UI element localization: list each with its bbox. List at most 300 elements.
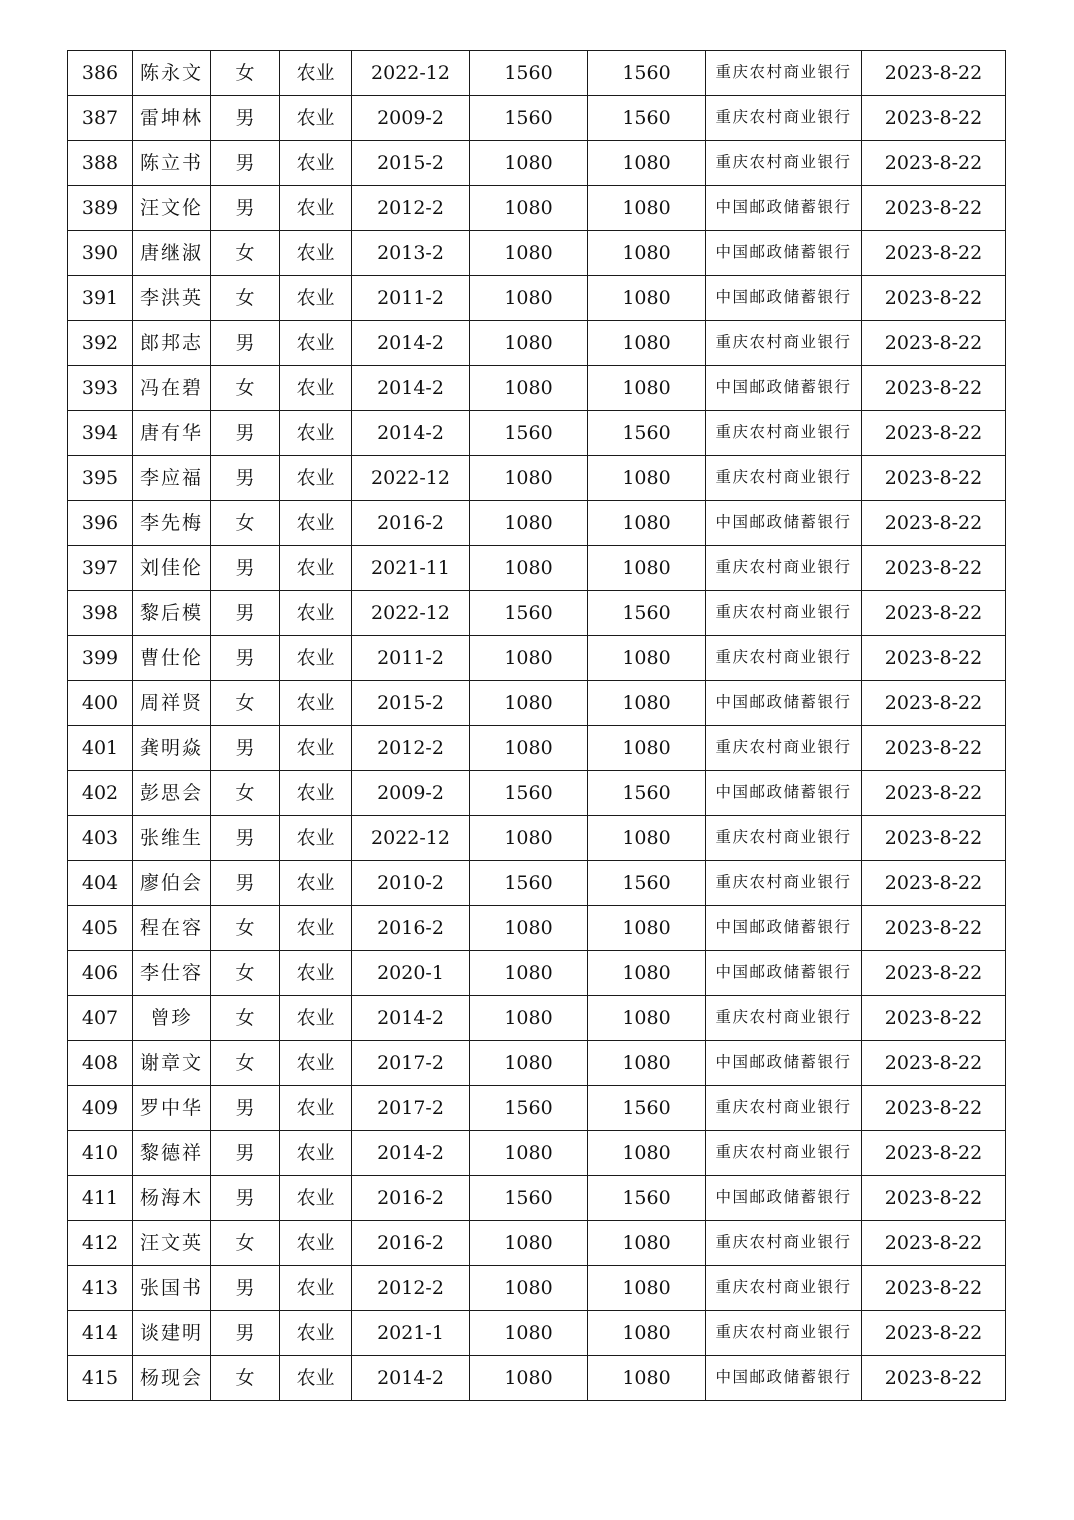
cell-amount-standard: 1080 — [470, 366, 588, 411]
cell-gender: 女 — [211, 681, 280, 726]
cell-bank-name: 重庆农村商业银行 — [706, 636, 862, 681]
cell-payment-date: 2023-8-22 — [862, 186, 1006, 231]
table-row — [68, 1311, 1006, 1356]
cell-occupation: 农业 — [280, 456, 352, 501]
cell-payment-date: 2023-8-22 — [862, 861, 1006, 906]
table-row — [68, 366, 1006, 411]
cell-amount-paid: 1080 — [588, 681, 706, 726]
cell-bank-name: 重庆农村商业银行 — [706, 1086, 862, 1131]
cell-payment-date: 2023-8-22 — [862, 681, 1006, 726]
cell-person-name: 程在容 — [133, 906, 211, 951]
cell-gender: 男 — [211, 591, 280, 636]
cell-bank-name: 重庆农村商业银行 — [706, 1131, 862, 1176]
cell-person-name: 张维生 — [133, 816, 211, 861]
cell-person-name: 雷坤林 — [133, 96, 211, 141]
cell-person-name: 曹仕伦 — [133, 636, 211, 681]
cell-person-name: 汪文伦 — [133, 186, 211, 231]
table-row — [68, 456, 1006, 501]
cell-amount-standard: 1080 — [470, 1311, 588, 1356]
cell-row-number: 399 — [68, 636, 133, 681]
cell-row-number: 407 — [68, 996, 133, 1041]
cell-amount-standard: 1560 — [470, 51, 588, 96]
cell-person-name: 汪文英 — [133, 1221, 211, 1266]
cell-row-number: 404 — [68, 861, 133, 906]
cell-gender: 女 — [211, 996, 280, 1041]
cell-start-date: 2014-2 — [352, 996, 470, 1041]
cell-payment-date: 2023-8-22 — [862, 1356, 1006, 1401]
cell-amount-paid: 1560 — [588, 96, 706, 141]
cell-start-date: 2013-2 — [352, 231, 470, 276]
cell-bank-name: 重庆农村商业银行 — [706, 816, 862, 861]
table-row — [68, 1131, 1006, 1176]
table-row — [68, 141, 1006, 186]
cell-payment-date: 2023-8-22 — [862, 501, 1006, 546]
cell-amount-paid: 1080 — [588, 1311, 706, 1356]
cell-amount-paid: 1080 — [588, 951, 706, 996]
cell-bank-name: 重庆农村商业银行 — [706, 1311, 862, 1356]
cell-row-number: 400 — [68, 681, 133, 726]
cell-amount-paid: 1080 — [588, 816, 706, 861]
cell-person-name: 黎后模 — [133, 591, 211, 636]
cell-amount-standard: 1560 — [470, 411, 588, 456]
cell-amount-standard: 1080 — [470, 996, 588, 1041]
cell-person-name: 李应福 — [133, 456, 211, 501]
cell-person-name: 谈建明 — [133, 1311, 211, 1356]
cell-occupation: 农业 — [280, 141, 352, 186]
cell-row-number: 394 — [68, 411, 133, 456]
cell-payment-date: 2023-8-22 — [862, 1221, 1006, 1266]
cell-amount-standard: 1080 — [470, 186, 588, 231]
cell-amount-standard: 1080 — [470, 546, 588, 591]
cell-gender: 男 — [211, 726, 280, 771]
cell-bank-name: 中国邮政储蓄银行 — [706, 231, 862, 276]
cell-amount-standard: 1080 — [470, 1041, 588, 1086]
cell-amount-paid: 1080 — [588, 1131, 706, 1176]
cell-bank-name: 重庆农村商业银行 — [706, 1221, 862, 1266]
cell-payment-date: 2023-8-22 — [862, 771, 1006, 816]
cell-amount-standard: 1080 — [470, 1266, 588, 1311]
cell-gender: 男 — [211, 636, 280, 681]
cell-amount-standard: 1080 — [470, 276, 588, 321]
cell-bank-name: 重庆农村商业银行 — [706, 456, 862, 501]
cell-payment-date: 2023-8-22 — [862, 951, 1006, 996]
table-row — [68, 186, 1006, 231]
cell-person-name: 陈永文 — [133, 51, 211, 96]
cell-row-number: 413 — [68, 1266, 133, 1311]
cell-start-date: 2009-2 — [352, 96, 470, 141]
cell-occupation: 农业 — [280, 996, 352, 1041]
cell-row-number: 390 — [68, 231, 133, 276]
cell-row-number: 391 — [68, 276, 133, 321]
cell-occupation: 农业 — [280, 1356, 352, 1401]
cell-row-number: 387 — [68, 96, 133, 141]
cell-payment-date: 2023-8-22 — [862, 996, 1006, 1041]
cell-payment-date: 2023-8-22 — [862, 51, 1006, 96]
cell-person-name: 曾珍 — [133, 996, 211, 1041]
cell-row-number: 398 — [68, 591, 133, 636]
cell-row-number: 401 — [68, 726, 133, 771]
cell-occupation: 农业 — [280, 546, 352, 591]
table-row — [68, 51, 1006, 96]
cell-row-number: 386 — [68, 51, 133, 96]
cell-payment-date: 2023-8-22 — [862, 816, 1006, 861]
table-row — [68, 906, 1006, 951]
cell-row-number: 415 — [68, 1356, 133, 1401]
cell-amount-standard: 1080 — [470, 726, 588, 771]
cell-gender: 男 — [211, 1176, 280, 1221]
cell-bank-name: 重庆农村商业银行 — [706, 96, 862, 141]
cell-person-name: 李仕容 — [133, 951, 211, 996]
cell-amount-paid: 1080 — [588, 1266, 706, 1311]
table-row — [68, 816, 1006, 861]
table-row — [68, 1221, 1006, 1266]
cell-gender: 女 — [211, 366, 280, 411]
cell-person-name: 张国书 — [133, 1266, 211, 1311]
cell-start-date: 2016-2 — [352, 501, 470, 546]
cell-row-number: 396 — [68, 501, 133, 546]
cell-amount-standard: 1080 — [470, 1221, 588, 1266]
cell-amount-paid: 1080 — [588, 231, 706, 276]
cell-bank-name: 中国邮政储蓄银行 — [706, 771, 862, 816]
cell-occupation: 农业 — [280, 861, 352, 906]
cell-amount-paid: 1080 — [588, 1221, 706, 1266]
cell-start-date: 2014-2 — [352, 1131, 470, 1176]
cell-amount-paid: 1560 — [588, 591, 706, 636]
cell-gender: 男 — [211, 321, 280, 366]
cell-row-number: 393 — [68, 366, 133, 411]
table-row — [68, 726, 1006, 771]
cell-amount-paid: 1560 — [588, 51, 706, 96]
table-row — [68, 996, 1006, 1041]
cell-payment-date: 2023-8-22 — [862, 1086, 1006, 1131]
cell-occupation: 农业 — [280, 951, 352, 996]
subsidy-table — [67, 50, 1006, 1401]
table-row — [68, 861, 1006, 906]
cell-bank-name: 中国邮政储蓄银行 — [706, 681, 862, 726]
cell-occupation: 农业 — [280, 51, 352, 96]
cell-amount-paid: 1080 — [588, 276, 706, 321]
cell-amount-standard: 1080 — [470, 681, 588, 726]
cell-gender: 女 — [211, 501, 280, 546]
cell-person-name: 郎邦志 — [133, 321, 211, 366]
cell-amount-paid: 1560 — [588, 1176, 706, 1221]
cell-payment-date: 2023-8-22 — [862, 1266, 1006, 1311]
cell-payment-date: 2023-8-22 — [862, 456, 1006, 501]
cell-amount-paid: 1080 — [588, 996, 706, 1041]
cell-start-date: 2009-2 — [352, 771, 470, 816]
table-row — [68, 321, 1006, 366]
cell-row-number: 408 — [68, 1041, 133, 1086]
cell-gender: 女 — [211, 231, 280, 276]
cell-amount-paid: 1080 — [588, 1356, 706, 1401]
cell-payment-date: 2023-8-22 — [862, 591, 1006, 636]
cell-person-name: 廖伯会 — [133, 861, 211, 906]
cell-amount-standard: 1080 — [470, 951, 588, 996]
cell-start-date: 2022-12 — [352, 51, 470, 96]
cell-person-name: 唐有华 — [133, 411, 211, 456]
cell-amount-paid: 1080 — [588, 321, 706, 366]
cell-amount-standard: 1080 — [470, 1356, 588, 1401]
cell-amount-standard: 1080 — [470, 141, 588, 186]
cell-start-date: 2017-2 — [352, 1086, 470, 1131]
cell-amount-paid: 1560 — [588, 861, 706, 906]
cell-occupation: 农业 — [280, 1311, 352, 1356]
cell-occupation: 农业 — [280, 906, 352, 951]
table-row — [68, 951, 1006, 996]
cell-amount-standard: 1560 — [470, 591, 588, 636]
cell-payment-date: 2023-8-22 — [862, 1311, 1006, 1356]
cell-occupation: 农业 — [280, 1041, 352, 1086]
cell-row-number: 388 — [68, 141, 133, 186]
cell-amount-standard: 1080 — [470, 1131, 588, 1176]
cell-row-number: 412 — [68, 1221, 133, 1266]
cell-bank-name: 重庆农村商业银行 — [706, 1266, 862, 1311]
cell-start-date: 2015-2 — [352, 681, 470, 726]
cell-row-number: 392 — [68, 321, 133, 366]
cell-start-date: 2016-2 — [352, 906, 470, 951]
cell-person-name: 彭思会 — [133, 771, 211, 816]
cell-gender: 男 — [211, 96, 280, 141]
cell-start-date: 2022-12 — [352, 456, 470, 501]
cell-person-name: 陈立书 — [133, 141, 211, 186]
cell-bank-name: 中国邮政储蓄银行 — [706, 186, 862, 231]
cell-row-number: 402 — [68, 771, 133, 816]
cell-person-name: 李洪英 — [133, 276, 211, 321]
cell-start-date: 2015-2 — [352, 141, 470, 186]
cell-person-name: 罗中华 — [133, 1086, 211, 1131]
cell-start-date: 2016-2 — [352, 1176, 470, 1221]
cell-bank-name: 重庆农村商业银行 — [706, 861, 862, 906]
cell-bank-name: 重庆农村商业银行 — [706, 546, 862, 591]
cell-amount-paid: 1080 — [588, 501, 706, 546]
cell-occupation: 农业 — [280, 681, 352, 726]
cell-amount-paid: 1560 — [588, 771, 706, 816]
cell-amount-paid: 1080 — [588, 1041, 706, 1086]
cell-start-date: 2014-2 — [352, 321, 470, 366]
cell-bank-name: 中国邮政储蓄银行 — [706, 1356, 862, 1401]
cell-bank-name: 中国邮政储蓄银行 — [706, 1176, 862, 1221]
cell-start-date: 2014-2 — [352, 1356, 470, 1401]
cell-occupation: 农业 — [280, 411, 352, 456]
cell-bank-name: 重庆农村商业银行 — [706, 996, 862, 1041]
cell-occupation: 农业 — [280, 591, 352, 636]
cell-row-number: 389 — [68, 186, 133, 231]
cell-start-date: 2012-2 — [352, 726, 470, 771]
cell-payment-date: 2023-8-22 — [862, 906, 1006, 951]
cell-payment-date: 2023-8-22 — [862, 96, 1006, 141]
cell-gender: 男 — [211, 546, 280, 591]
table-row — [68, 1086, 1006, 1131]
cell-occupation: 农业 — [280, 1086, 352, 1131]
cell-occupation: 农业 — [280, 366, 352, 411]
table-row — [68, 546, 1006, 591]
cell-bank-name: 重庆农村商业银行 — [706, 591, 862, 636]
cell-row-number: 395 — [68, 456, 133, 501]
table-row — [68, 636, 1006, 681]
cell-bank-name: 重庆农村商业银行 — [706, 726, 862, 771]
cell-gender: 男 — [211, 141, 280, 186]
cell-person-name: 黎德祥 — [133, 1131, 211, 1176]
cell-occupation: 农业 — [280, 771, 352, 816]
table-row — [68, 96, 1006, 141]
cell-occupation: 农业 — [280, 726, 352, 771]
cell-start-date: 2017-2 — [352, 1041, 470, 1086]
cell-person-name: 杨现会 — [133, 1356, 211, 1401]
cell-start-date: 2012-2 — [352, 1266, 470, 1311]
cell-bank-name: 重庆农村商业银行 — [706, 321, 862, 366]
cell-person-name: 杨海木 — [133, 1176, 211, 1221]
cell-person-name: 周祥贤 — [133, 681, 211, 726]
cell-gender: 女 — [211, 1356, 280, 1401]
table-row — [68, 1356, 1006, 1401]
cell-occupation: 农业 — [280, 321, 352, 366]
cell-gender: 女 — [211, 771, 280, 816]
cell-gender: 女 — [211, 51, 280, 96]
cell-gender: 男 — [211, 411, 280, 456]
table-body — [68, 51, 1006, 1401]
cell-gender: 女 — [211, 951, 280, 996]
cell-payment-date: 2023-8-22 — [862, 1041, 1006, 1086]
cell-occupation: 农业 — [280, 816, 352, 861]
cell-payment-date: 2023-8-22 — [862, 366, 1006, 411]
cell-payment-date: 2023-8-22 — [862, 1176, 1006, 1221]
cell-occupation: 农业 — [280, 1176, 352, 1221]
cell-person-name: 刘佳伦 — [133, 546, 211, 591]
cell-row-number: 410 — [68, 1131, 133, 1176]
cell-bank-name: 中国邮政储蓄银行 — [706, 906, 862, 951]
cell-start-date: 2010-2 — [352, 861, 470, 906]
cell-row-number: 411 — [68, 1176, 133, 1221]
cell-occupation: 农业 — [280, 276, 352, 321]
cell-occupation: 农业 — [280, 1221, 352, 1266]
cell-payment-date: 2023-8-22 — [862, 546, 1006, 591]
table-row — [68, 231, 1006, 276]
cell-payment-date: 2023-8-22 — [862, 726, 1006, 771]
cell-amount-standard: 1080 — [470, 906, 588, 951]
table-row — [68, 1176, 1006, 1221]
cell-person-name: 冯在碧 — [133, 366, 211, 411]
cell-amount-paid: 1080 — [588, 456, 706, 501]
cell-occupation: 农业 — [280, 231, 352, 276]
cell-start-date: 2022-12 — [352, 816, 470, 861]
cell-row-number: 414 — [68, 1311, 133, 1356]
table-row — [68, 501, 1006, 546]
cell-start-date: 2012-2 — [352, 186, 470, 231]
table-row — [68, 591, 1006, 636]
cell-payment-date: 2023-8-22 — [862, 276, 1006, 321]
cell-bank-name: 中国邮政储蓄银行 — [706, 501, 862, 546]
cell-person-name: 龚明焱 — [133, 726, 211, 771]
cell-amount-standard: 1080 — [470, 816, 588, 861]
cell-gender: 女 — [211, 1041, 280, 1086]
cell-person-name: 谢章文 — [133, 1041, 211, 1086]
cell-amount-paid: 1080 — [588, 186, 706, 231]
cell-amount-paid: 1080 — [588, 636, 706, 681]
cell-gender: 男 — [211, 456, 280, 501]
cell-amount-paid: 1080 — [588, 546, 706, 591]
cell-gender: 男 — [211, 186, 280, 231]
cell-start-date: 2014-2 — [352, 411, 470, 456]
table-row — [68, 771, 1006, 816]
cell-start-date: 2021-1 — [352, 1311, 470, 1356]
cell-occupation: 农业 — [280, 96, 352, 141]
table-row — [68, 1041, 1006, 1086]
cell-start-date: 2011-2 — [352, 636, 470, 681]
cell-bank-name: 重庆农村商业银行 — [706, 141, 862, 186]
cell-row-number: 406 — [68, 951, 133, 996]
cell-person-name: 唐继淑 — [133, 231, 211, 276]
cell-amount-paid: 1560 — [588, 1086, 706, 1131]
cell-gender: 女 — [211, 276, 280, 321]
cell-amount-paid: 1080 — [588, 141, 706, 186]
cell-amount-paid: 1080 — [588, 726, 706, 771]
cell-payment-date: 2023-8-22 — [862, 231, 1006, 276]
table-row — [68, 681, 1006, 726]
table-row — [68, 276, 1006, 321]
cell-amount-standard: 1080 — [470, 636, 588, 681]
table-row — [68, 411, 1006, 456]
cell-payment-date: 2023-8-22 — [862, 321, 1006, 366]
cell-amount-paid: 1080 — [588, 906, 706, 951]
cell-start-date: 2016-2 — [352, 1221, 470, 1266]
cell-gender: 男 — [211, 1266, 280, 1311]
cell-occupation: 农业 — [280, 1266, 352, 1311]
cell-amount-standard: 1560 — [470, 861, 588, 906]
cell-amount-standard: 1080 — [470, 321, 588, 366]
cell-amount-standard: 1080 — [470, 456, 588, 501]
cell-amount-standard: 1560 — [470, 96, 588, 141]
cell-payment-date: 2023-8-22 — [862, 141, 1006, 186]
cell-bank-name: 中国邮政储蓄银行 — [706, 951, 862, 996]
cell-person-name: 李先梅 — [133, 501, 211, 546]
cell-gender: 男 — [211, 1131, 280, 1176]
cell-amount-standard: 1080 — [470, 231, 588, 276]
cell-amount-standard: 1560 — [470, 1176, 588, 1221]
cell-start-date: 2022-12 — [352, 591, 470, 636]
cell-row-number: 405 — [68, 906, 133, 951]
cell-gender: 女 — [211, 1221, 280, 1266]
cell-payment-date: 2023-8-22 — [862, 411, 1006, 456]
cell-start-date: 2011-2 — [352, 276, 470, 321]
cell-start-date: 2014-2 — [352, 366, 470, 411]
cell-occupation: 农业 — [280, 186, 352, 231]
cell-occupation: 农业 — [280, 1131, 352, 1176]
cell-gender: 女 — [211, 906, 280, 951]
cell-payment-date: 2023-8-22 — [862, 1131, 1006, 1176]
cell-row-number: 403 — [68, 816, 133, 861]
cell-payment-date: 2023-8-22 — [862, 636, 1006, 681]
cell-start-date: 2020-1 — [352, 951, 470, 996]
cell-bank-name: 中国邮政储蓄银行 — [706, 1041, 862, 1086]
cell-amount-standard: 1080 — [470, 501, 588, 546]
cell-bank-name: 重庆农村商业银行 — [706, 51, 862, 96]
cell-amount-standard: 1560 — [470, 771, 588, 816]
cell-bank-name: 重庆农村商业银行 — [706, 411, 862, 456]
cell-gender: 男 — [211, 1086, 280, 1131]
cell-bank-name: 中国邮政储蓄银行 — [706, 276, 862, 321]
cell-row-number: 409 — [68, 1086, 133, 1131]
cell-amount-paid: 1560 — [588, 411, 706, 456]
cell-bank-name: 中国邮政储蓄银行 — [706, 366, 862, 411]
cell-start-date: 2021-11 — [352, 546, 470, 591]
cell-gender: 男 — [211, 861, 280, 906]
cell-occupation: 农业 — [280, 501, 352, 546]
cell-gender: 男 — [211, 1311, 280, 1356]
cell-amount-standard: 1560 — [470, 1086, 588, 1131]
cell-amount-paid: 1080 — [588, 366, 706, 411]
cell-row-number: 397 — [68, 546, 133, 591]
cell-gender: 男 — [211, 816, 280, 861]
